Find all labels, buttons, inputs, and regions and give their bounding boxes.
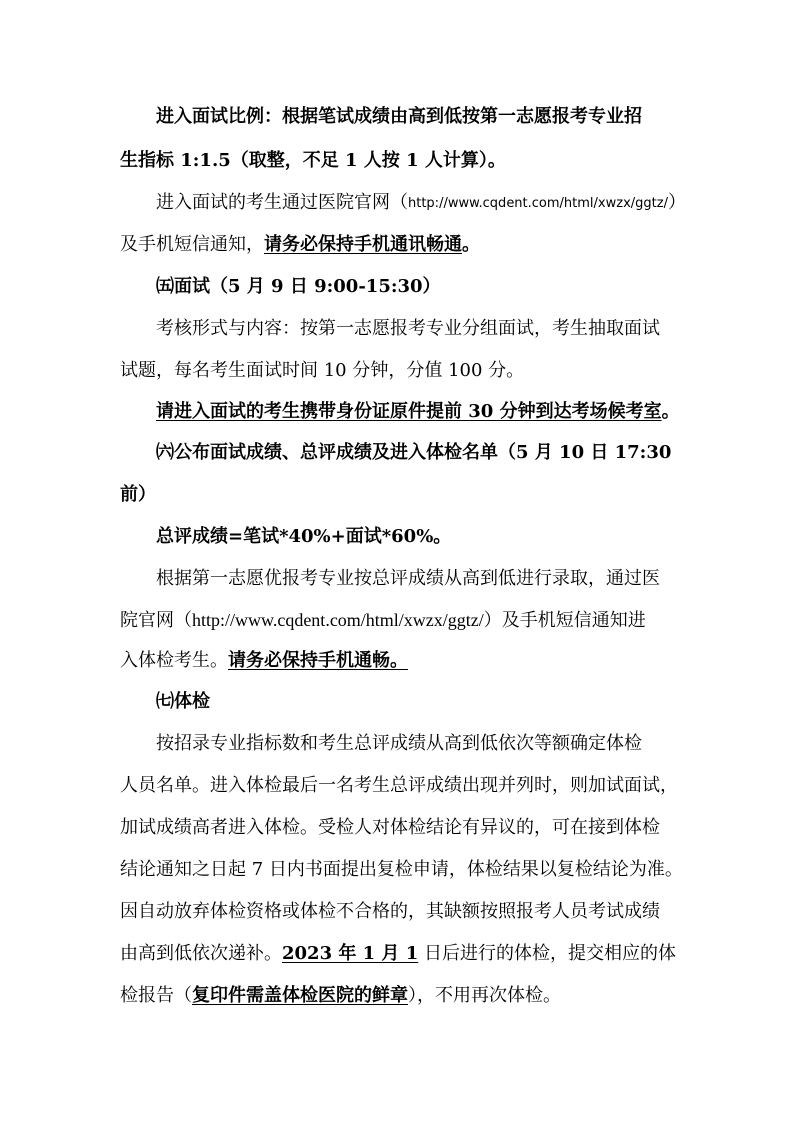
section-heading-interview: ㈤面试（5 月 9 日 9:00-15:30） [156,276,441,297]
physical-exam-text: 检报告（ [120,985,192,1006]
id-card-reminder-text: 请进入面试的考生携带身份证原件提前 30 分钟到达考场候考室 [156,401,662,422]
reminder-period: 。 [661,401,680,422]
physical-exam-line-2: 人员名单。进入体检最后一名考生总评成绩出现并列时，则加试面试， [120,775,678,796]
keep-phone-reminder-2: 请务必保持手机通畅。 [228,650,408,671]
physical-exam-line-6 [120,939,680,969]
stamp-requirement: 复印件需盖体检医院的鲜章 [192,985,408,1006]
physical-exam-text: ），不用再次体检。 [408,985,561,1006]
physical-exam-line-1: 按招录专业指标数和考生总评成绩从高到低依次等额确定体检 [156,733,642,754]
physical-exam-line-3: 加试成绩高者进入体检。受检人对体检结论有异议的，可在接到体检 [120,817,660,838]
total-score-formula: 总评成绩=笔试*40%+面试*60%。 [156,526,452,547]
section-heading-results-line-1: ㈥公布面试成绩、总评成绩及进入体检名单（5 月 10 日 17:30 [156,442,672,463]
notice-period: 。 [462,234,480,255]
interview-ratio-line-1: 进入面试比例：根据笔试成绩由高到低按第一志愿报考专业招 [156,106,642,127]
section-heading-physical-exam: ㈦体检 [156,691,210,712]
physical-exam-line-4: 结论通知之日起 7 日内书面提出复检申请，体检结果以复检结论为准。 [120,859,683,880]
hospital-website-link-2[interactable]: http://www.cqdent.com/html/xwzx/ggtz/ [192,610,484,630]
notice-text: 进入面试的考生通过医院官网（ [156,192,408,213]
hospital-website-link[interactable]: http://www.cqdent.com/html/xwzx/ggtz/ [408,196,668,211]
admission-line-2 [120,605,680,635]
notice-line-2 [120,230,680,260]
interview-format-line-2: 试题，每名考生面试时间 10 分钟，分值 100 分。 [120,360,525,381]
id-card-reminder [156,397,680,427]
interview-format-line-1: 考核形式与内容：按第一志愿报考专业分组面试，考生抽取面试 [156,318,660,339]
admission-text: ）及手机短信通知进 [483,610,646,631]
admission-line-3 [120,646,680,676]
interview-ratio-line-2: 生指标 1:1.5（取整，不足 1 人按 1 人计算）。 [120,150,506,171]
exam-cutoff-date: 2023 年 1 月 1 [282,943,419,964]
notice-text: 及手机短信通知， [120,234,264,255]
physical-exam-text: 由高到低依次递补。 [120,943,282,964]
section-heading-results-line-2: 前） [120,484,156,505]
admission-text: 院官网（ [120,610,192,631]
admission-line-1: 根据第一志愿优报考专业按总评成绩从高到低进行录取，通过医 [156,568,660,589]
physical-exam-line-5: 因自动放弃体检资格或体检不合格的，其缺额按照报考人员考试成绩 [120,901,660,922]
physical-exam-text: 日后进行的体检，提交相应的体 [418,943,676,964]
notice-bracket: ） [667,192,686,213]
physical-exam-line-7 [120,981,680,1011]
keep-phone-reminder: 请务必保持手机通讯畅通 [264,234,462,255]
admission-text: 入体检考生。 [120,650,228,671]
notice-line-1 [156,188,686,218]
